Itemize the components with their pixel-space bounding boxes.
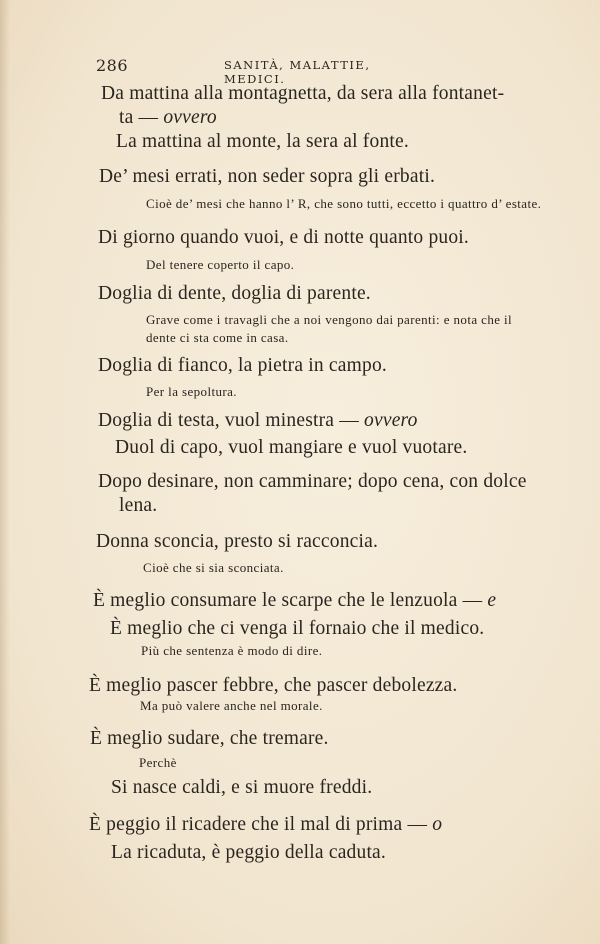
page-edge-shadow xyxy=(0,0,10,944)
connector-word: o xyxy=(432,814,443,835)
commentary-line: Ma può valere anche nel morale. xyxy=(140,698,323,713)
connector-word: e xyxy=(487,590,497,611)
proverb-variant-line: La mattina al monte, la sera al fonte. xyxy=(116,131,409,152)
proverb-line: È meglio consumare le scarpe che le lenzuola — e xyxy=(93,590,497,611)
proverb-variant-line: È meglio che ci venga il fornaio che il medico. xyxy=(110,618,485,639)
connector-word: ovvero xyxy=(163,107,217,128)
commentary-line: Cioè de’ mesi che hanno l’ R, che sono tutti, eccetto i quattro d’ estate. xyxy=(146,196,542,211)
proverb-line: Doglia di testa, vuol minestra — ovvero xyxy=(98,410,418,431)
commentary-line: dente ci sta come in casa. xyxy=(146,330,289,345)
proverb-line: Doglia di fianco, la pietra in campo. xyxy=(98,355,387,376)
proverb-line: È peggio il ricadere che il mal di prima — o xyxy=(89,814,443,835)
proverb-line: È meglio pascer febbre, che pascer debolezza. xyxy=(89,675,458,696)
proverb-line: Dopo desinare, non camminare; dopo cena, con dolce xyxy=(98,471,527,492)
commentary-line: Più che sentenza è modo di dire. xyxy=(141,643,323,658)
proverb-variant-line: Duol di capo, vuol mangiare e vuol vuotare. xyxy=(115,437,468,458)
proverb-line: De’ mesi errati, non seder sopra gli erbati. xyxy=(99,166,436,187)
proverb-variant-line: La ricaduta, è peggio della caduta. xyxy=(111,842,386,863)
page-header xyxy=(96,56,436,86)
commentary-line: Grave come i travagli che a noi vengono dai parenti: e nota che il xyxy=(146,312,513,327)
proverb-variant-line: Si nasce caldi, e si muore freddi. xyxy=(111,777,373,798)
proverb-line: lena. xyxy=(119,495,158,516)
commentary-line: Cioè che si sia sconciata. xyxy=(143,560,284,575)
proverb-line: Da mattina alla montagnetta, da sera alla fontanet- xyxy=(101,83,505,104)
running-head: SANITÀ, MALATTIE, MEDICI. xyxy=(224,58,371,86)
commentary-line: Per la sepoltura. xyxy=(146,384,237,399)
page-number: 286 xyxy=(96,56,129,75)
proverb-line: Doglia di dente, doglia di parente. xyxy=(98,283,371,304)
commentary-line: Del tenere coperto il capo. xyxy=(146,257,295,272)
proverb-line: Di giorno quando vuoi, e di notte quanto puoi. xyxy=(98,227,469,248)
commentary-line: Perchè xyxy=(139,755,177,770)
proverb-line: È meglio sudare, che tremare. xyxy=(90,728,329,749)
proverb-line: ta — ovvero xyxy=(119,107,217,128)
connector-word: ovvero xyxy=(364,410,418,431)
proverb-line: Donna sconcia, presto si racconcia. xyxy=(96,531,379,552)
